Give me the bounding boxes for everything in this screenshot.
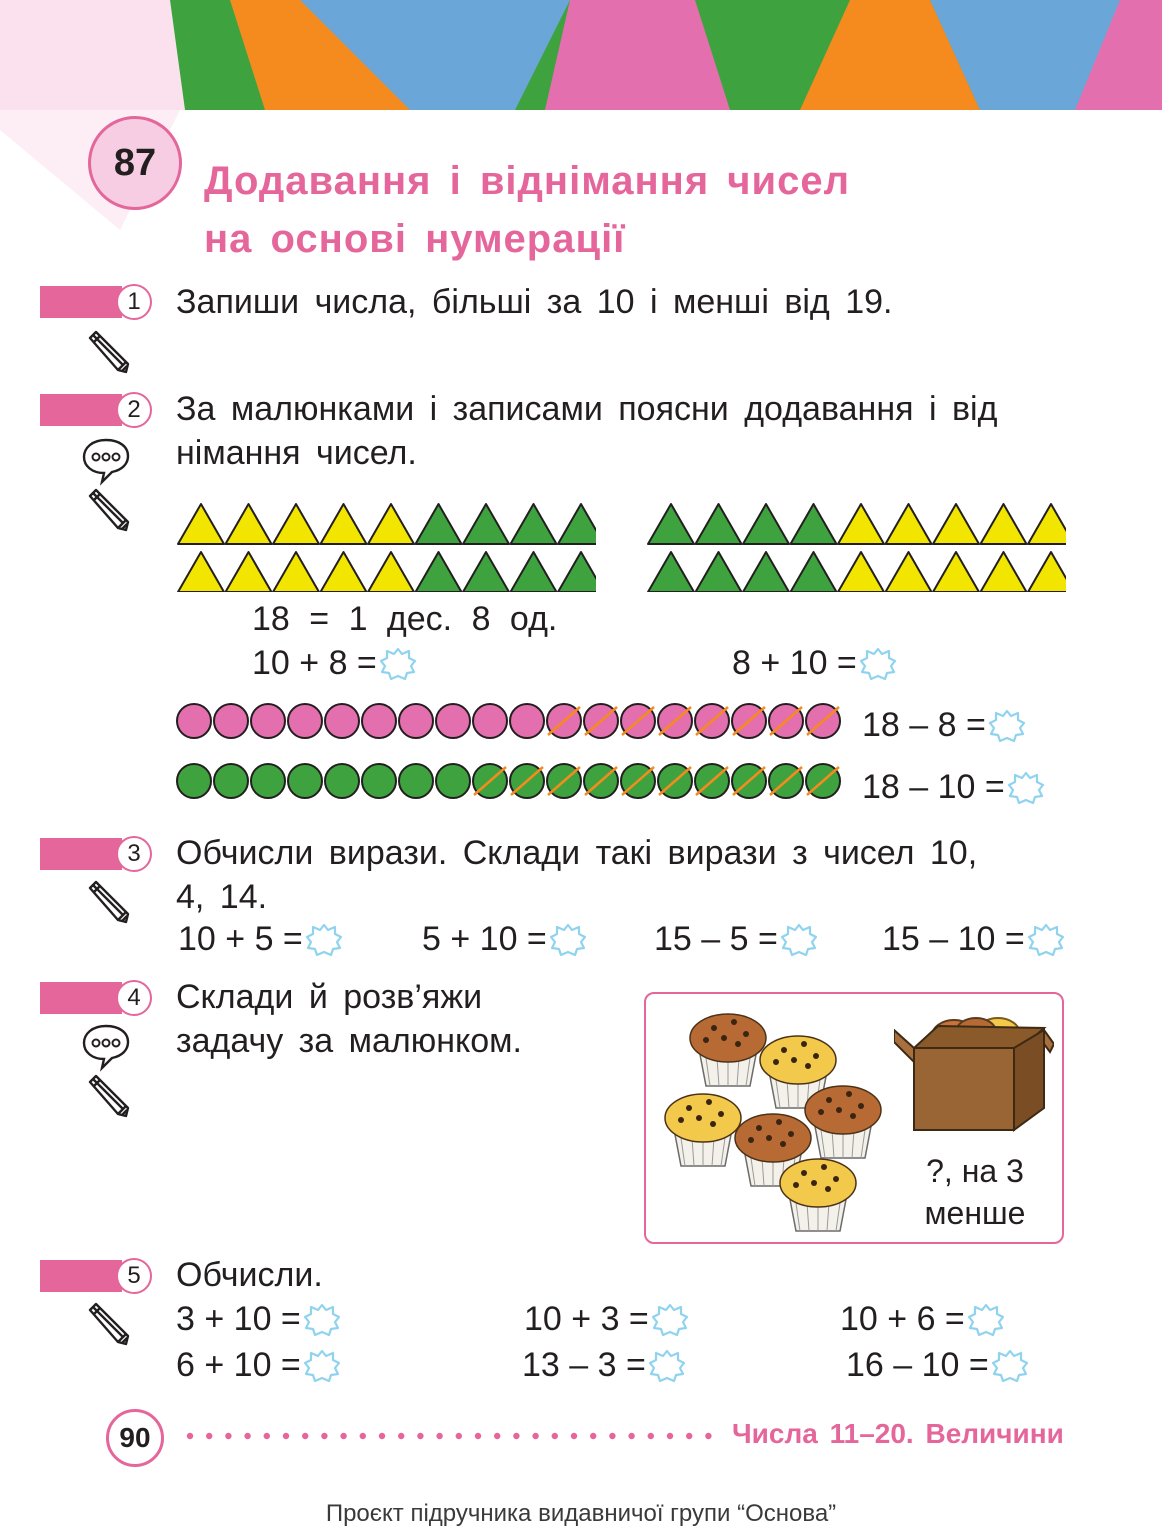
footer-dot (609, 1433, 615, 1439)
task-4-text-line2: задачу за малюнком. (176, 1022, 522, 1060)
yellow-triangle (1028, 552, 1066, 592)
footer-dot (552, 1433, 558, 1439)
green-circle (399, 764, 433, 798)
answer-star-icon[interactable] (991, 1349, 1029, 1383)
green-circle (177, 764, 211, 798)
answer-star-icon[interactable] (651, 1303, 689, 1337)
answer-star-icon[interactable] (648, 1349, 686, 1383)
equation-18-minus-8 (862, 706, 1026, 745)
equation-10-plus-6 (840, 1300, 1005, 1339)
yellow-triangle (368, 504, 414, 544)
task-4-caption (900, 1150, 1050, 1234)
green-triangle (648, 552, 694, 592)
task-3-marker (40, 838, 122, 870)
equation-text: 18 – 10 = (862, 768, 1005, 806)
footer-dot (360, 1433, 366, 1439)
answer-star-icon[interactable] (549, 923, 587, 957)
pink-circle (288, 704, 322, 738)
task-3-text (176, 831, 977, 919)
footer-dot (206, 1433, 212, 1439)
yellow-triangle (981, 552, 1027, 592)
task-4-caption-line2: менше (924, 1195, 1026, 1231)
equation-text: 13 – 3 = (522, 1346, 646, 1384)
answer-star-icon[interactable] (305, 923, 343, 957)
task-4-marker (40, 982, 122, 1014)
task-5-marker (40, 1260, 122, 1292)
answer-star-icon[interactable] (303, 1303, 341, 1337)
green-circle (362, 764, 396, 798)
footer-dot (590, 1433, 596, 1439)
box-illustration (894, 1004, 1054, 1134)
equation-3-plus-10 (176, 1300, 341, 1339)
task-4-text (176, 975, 522, 1063)
equation-text: 15 – 5 = (654, 920, 778, 958)
muffin (805, 1086, 881, 1158)
answer-star-icon[interactable] (859, 647, 897, 681)
pink-circle (510, 704, 544, 738)
yellow-triangle (178, 552, 224, 592)
footer-dot (494, 1433, 500, 1439)
pink-circle (251, 704, 285, 738)
equation-text: 6 + 10 = (176, 1346, 301, 1384)
yellow-triangle (981, 504, 1027, 544)
equation-10-plus-5 (178, 920, 343, 959)
footer-dot (398, 1433, 404, 1439)
muffin (665, 1094, 741, 1166)
yellow-triangle (178, 504, 224, 544)
yellow-triangle (273, 504, 319, 544)
equation-text: 15 – 10 = (882, 920, 1025, 958)
pink-circle (177, 704, 211, 738)
yellow-triangle (321, 504, 367, 544)
footer-dot (302, 1433, 308, 1439)
footer-dot (686, 1433, 692, 1439)
footer-dot (628, 1433, 634, 1439)
footer-dot (648, 1433, 654, 1439)
lesson-title-line1: Додавання і віднімання чисел (204, 159, 850, 203)
footer-dot (436, 1433, 442, 1439)
footer-dotted-line (184, 1428, 720, 1444)
answer-star-icon[interactable] (379, 647, 417, 681)
yellow-triangle (1028, 504, 1066, 544)
pink-circles-row (174, 700, 844, 742)
yellow-triangle (838, 504, 884, 544)
answer-star-icon[interactable] (988, 709, 1026, 743)
footer-dot (283, 1433, 289, 1439)
footer-dot (532, 1433, 538, 1439)
lesson-title-line2: на основі нумерації (204, 217, 626, 261)
green-circles-row (174, 760, 844, 802)
footer-dot (667, 1433, 673, 1439)
pink-circle (214, 704, 248, 738)
task-4-caption-line1: ?, на 3 (926, 1153, 1024, 1189)
lesson-number: 87 (88, 116, 182, 210)
pink-circle (399, 704, 433, 738)
equation-text: 10 + 6 = (840, 1300, 965, 1338)
footer-dot (456, 1433, 462, 1439)
footer-dot (417, 1433, 423, 1439)
green-circle (325, 764, 359, 798)
section-title: Числа 11–20. Величини (732, 1418, 1064, 1449)
equation-18-minus-10 (862, 768, 1045, 807)
decomposition-text: 18 = 1 дес. 8 од. (252, 600, 558, 638)
yellow-triangle (886, 504, 932, 544)
pink-circle (325, 704, 359, 738)
footer-dot (705, 1433, 711, 1439)
equation-13-minus-3 (522, 1346, 686, 1385)
task-2-text-line1: За малюнками і записами поясни додавання і від (176, 390, 998, 428)
green-circle (436, 764, 470, 798)
footer-dot (244, 1433, 250, 1439)
answer-star-icon[interactable] (1027, 923, 1065, 957)
green-triangle (463, 552, 509, 592)
equation-text: 8 + 10 = (732, 644, 857, 682)
answer-star-icon[interactable] (967, 1303, 1005, 1337)
footer-dot (379, 1433, 385, 1439)
task-4-number: 4 (116, 980, 152, 1016)
green-triangle (743, 552, 789, 592)
equation-10-plus-8 (252, 644, 417, 683)
equation-10-plus-3 (524, 1300, 689, 1339)
footer-dot (264, 1433, 270, 1439)
task-3-text-line1: Обчисли вирази. Склади такі вирази з чисел 10, (176, 834, 978, 872)
yellow-triangle (321, 552, 367, 592)
yellow-triangle (933, 504, 979, 544)
yellow-triangle (226, 552, 272, 592)
speech-bubble-icon (80, 434, 132, 486)
green-triangle (791, 552, 837, 592)
green-triangle (558, 552, 596, 592)
equation-16-minus-10 (846, 1346, 1029, 1385)
muffins-illustration (658, 1004, 888, 1239)
task-3-number: 3 (116, 836, 152, 872)
task-4-picture-box (644, 992, 1064, 1244)
equation-8-plus-10 (732, 644, 897, 683)
equation-text: 3 + 10 = (176, 1300, 301, 1338)
green-circle (288, 764, 322, 798)
pencil-icon (82, 484, 134, 536)
task-2-marker (40, 394, 122, 426)
green-triangle (416, 552, 462, 592)
publisher-credit: Проєкт підручника видавничої групи “Основа” (325, 1500, 837, 1527)
green-triangle (743, 504, 789, 544)
lesson-title (204, 152, 850, 268)
task-4-text-line1: Склади й розв’яжи (176, 978, 483, 1016)
footer-dot (225, 1433, 231, 1439)
task-5-text: Обчисли. (176, 1256, 323, 1294)
triangles-left (176, 500, 596, 592)
task-1-marker (40, 286, 122, 318)
green-triangle (558, 504, 596, 544)
task-2-number: 2 (116, 392, 152, 428)
green-triangle (696, 504, 742, 544)
equation-text: 10 + 5 = (178, 920, 303, 958)
equation-text: 16 – 10 = (846, 1346, 989, 1384)
green-triangle (648, 504, 694, 544)
task-1-number: 1 (116, 284, 152, 320)
green-triangle (696, 552, 742, 592)
yellow-triangle (273, 552, 319, 592)
pink-circle (362, 704, 396, 738)
yellow-triangle (933, 552, 979, 592)
footer-dot (475, 1433, 481, 1439)
green-triangle (463, 504, 509, 544)
pencil-icon (82, 876, 134, 928)
speech-bubble-icon (80, 1020, 132, 1072)
equation-5-plus-10 (422, 920, 587, 959)
page-number: 90 (106, 1409, 164, 1467)
green-triangle (791, 504, 837, 544)
top-banner (0, 0, 1162, 110)
footer-dot (321, 1433, 327, 1439)
task-3-text-line2: 4, 14. (176, 878, 268, 916)
equation-text: 10 + 8 = (252, 644, 377, 682)
equation-6-plus-10 (176, 1346, 341, 1385)
footer-dot (571, 1433, 577, 1439)
green-triangle (511, 552, 557, 592)
pencil-icon (82, 1070, 134, 1122)
yellow-triangle (226, 504, 272, 544)
triangles-right (646, 500, 1066, 592)
pink-circle (436, 704, 470, 738)
footer-dot (513, 1433, 519, 1439)
muffin (780, 1159, 856, 1231)
green-triangle (416, 504, 462, 544)
answer-star-icon[interactable] (780, 923, 818, 957)
equation-15-minus-5 (654, 920, 818, 959)
equation-text: 18 – 8 = (862, 706, 986, 744)
task-2-text (176, 387, 997, 475)
task-5-number: 5 (116, 1258, 152, 1294)
footer-dot (340, 1433, 346, 1439)
equation-text: 10 + 3 = (524, 1300, 649, 1338)
green-triangle (511, 504, 557, 544)
equation-text: 5 + 10 = (422, 920, 547, 958)
footer-dot (187, 1433, 193, 1439)
answer-star-icon[interactable] (303, 1349, 341, 1383)
pink-circle (473, 704, 507, 738)
task-2-text-line2: німання чисел. (176, 434, 417, 472)
yellow-triangle (838, 552, 884, 592)
muffin (690, 1014, 766, 1086)
pencil-icon (82, 1298, 134, 1350)
yellow-triangle (368, 552, 414, 592)
green-circle (251, 764, 285, 798)
yellow-triangle (886, 552, 932, 592)
pencil-icon (82, 326, 134, 378)
green-circle (214, 764, 248, 798)
answer-star-icon[interactable] (1007, 771, 1045, 805)
equation-15-minus-10 (882, 920, 1065, 959)
task-1-text: Запиши числа, більші за 10 і менші від 19. (176, 283, 893, 321)
